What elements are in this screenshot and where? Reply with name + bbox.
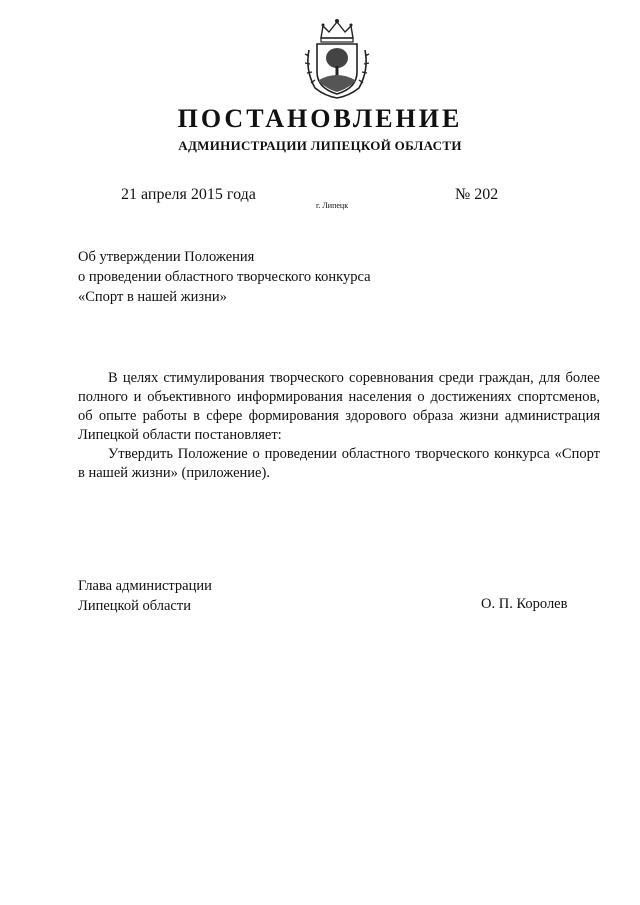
signer-position-line-1: Глава администрации bbox=[78, 578, 212, 594]
document-body bbox=[78, 369, 600, 483]
signer-name: О. П. Королев bbox=[481, 596, 568, 612]
body-paragraph-2: Утвердить Положение о проведении областного творческого конкурса «Спорт в нашей жизни» (приложение). bbox=[78, 446, 600, 481]
signer-position bbox=[78, 576, 212, 616]
body-paragraph-1: В целях стимулирования творческого соревнования среди граждан, для более полного и объективного информирования населения о достижениях спортсменов, об опыте работы в сфере формирования здорового образа жизни администрация Липецкой области постановляет: bbox=[78, 370, 600, 443]
subject-line-3: «Спорт в нашей жизни» bbox=[78, 289, 227, 305]
subject-line-2: о проведении областного творческого конкурса bbox=[78, 269, 371, 285]
document-number: № 202 bbox=[455, 186, 499, 203]
document-title: ПОСТАНОВЛЕНИЕ bbox=[177, 104, 463, 133]
document-place: г. Липецк bbox=[316, 201, 349, 210]
issuer-subtitle: АДМИНИСТРАЦИИ ЛИПЕЦКОЙ ОБЛАСТИ bbox=[178, 138, 462, 153]
document-date: 21 апреля 2015 года bbox=[121, 186, 256, 203]
lipetsk-coat-of-arms-icon bbox=[301, 14, 373, 100]
subject-line-1: Об утверждении Положения bbox=[78, 249, 255, 265]
signer-position-line-2: Липецкой области bbox=[78, 598, 191, 614]
